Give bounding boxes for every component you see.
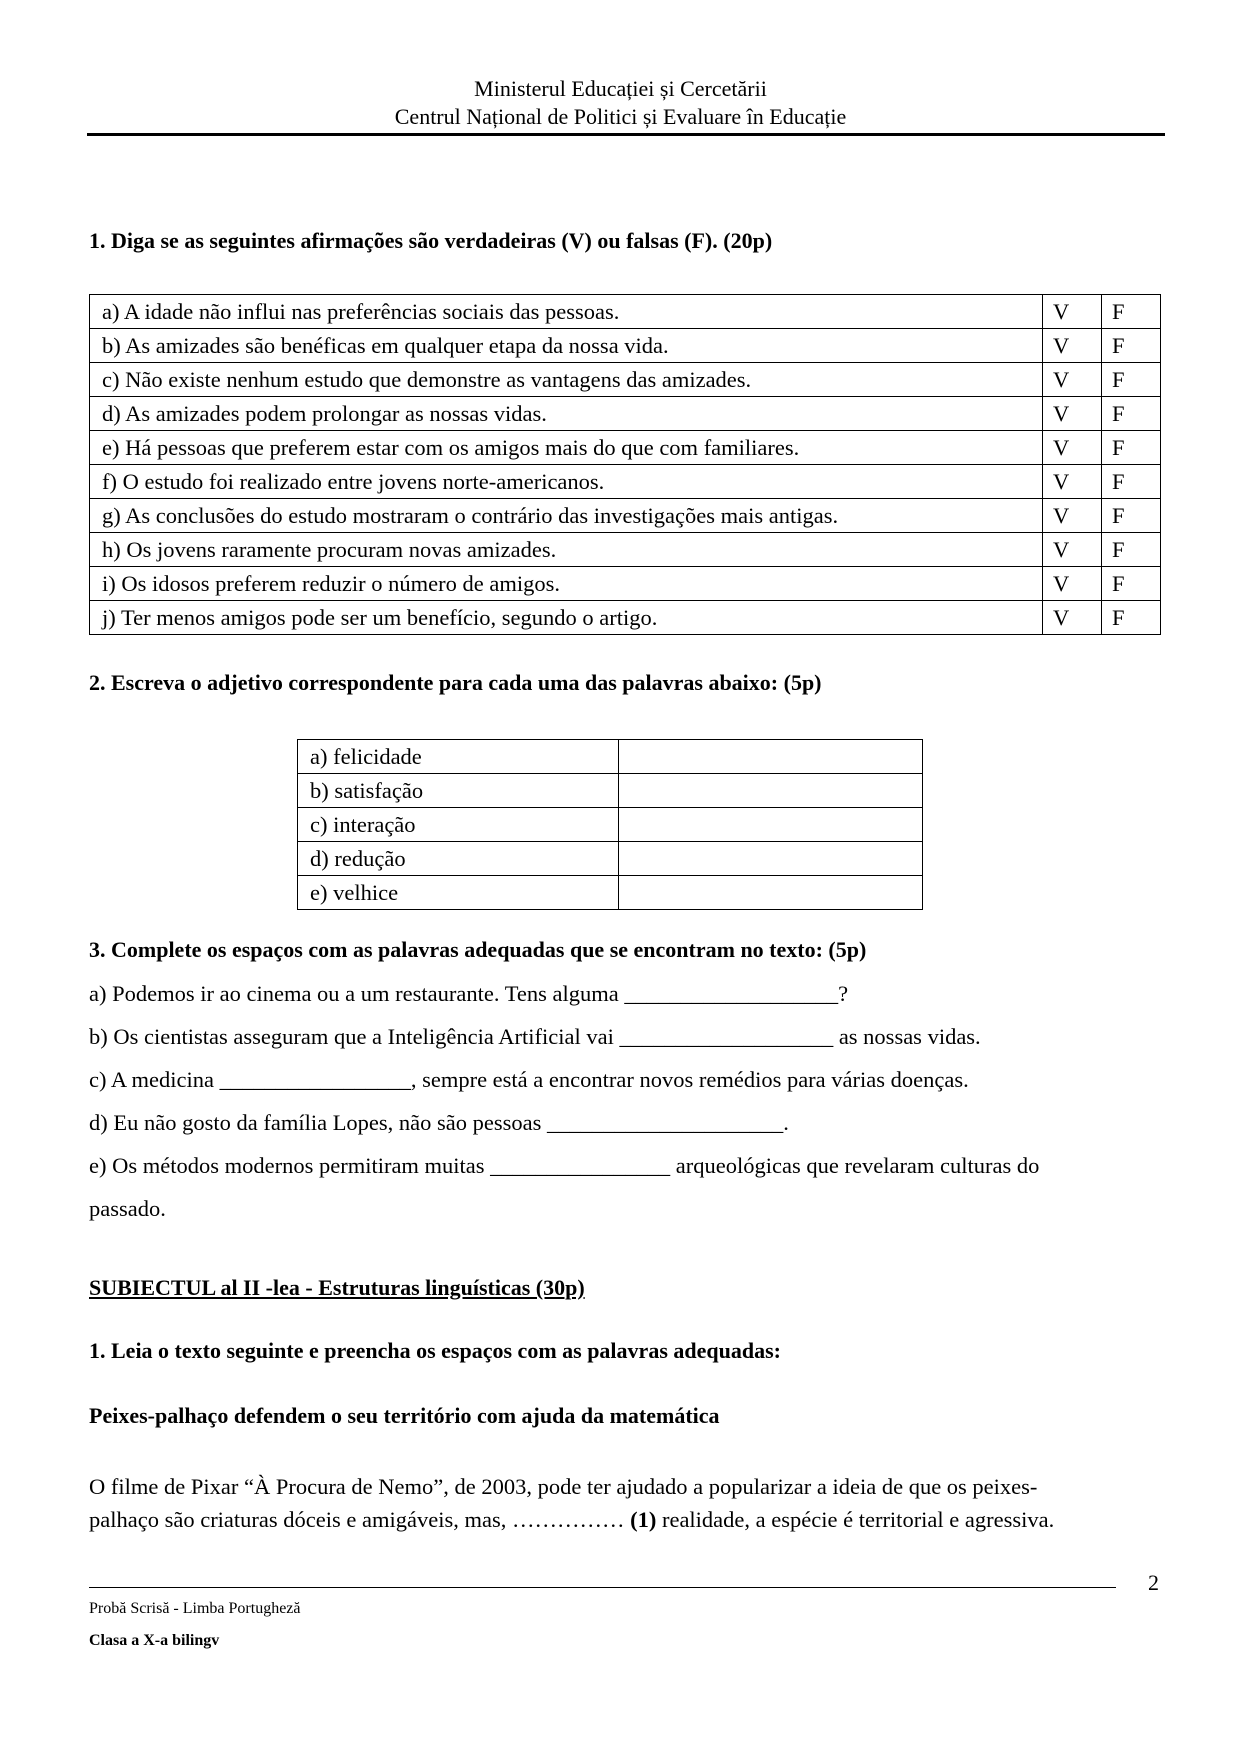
subject2-q1-title: 1. Leia o texto seguinte e preencha os espaços com as palavras adequadas: xyxy=(89,1338,781,1363)
footer-rule xyxy=(89,1587,1116,1588)
tf-option-true[interactable]: V xyxy=(1043,567,1102,601)
q2-title: 2. Escreva o adjetivo correspondente para cada uma das palavras abaixo: (5p) xyxy=(89,670,822,695)
noun-cell: d) redução xyxy=(298,842,619,876)
article-para-line1: O filme de Pixar “À Procura de Nemo”, de 2003, pode ter ajudado a popularizar a ideia de que os peixes- xyxy=(89,1474,1038,1499)
tf-statement: g) As conclusões do estudo mostraram o contrário das investigações mais antigas. xyxy=(90,499,1043,533)
tf-option-false[interactable]: F xyxy=(1102,363,1161,397)
tf-option-false[interactable]: F xyxy=(1102,533,1161,567)
page-number: 2 xyxy=(1148,1570,1159,1595)
adjective-row xyxy=(298,808,923,842)
article-title: Peixes-palhaço defendem o seu território com ajuda da matemática xyxy=(89,1403,720,1428)
header-center: Centrul Național de Politici și Evaluare în Educație xyxy=(394,104,847,129)
tf-statement: d) As amizades podem prolongar as nossas vidas. xyxy=(90,397,1043,431)
answer-cell[interactable] xyxy=(618,808,922,842)
noun-cell: b) satisfação xyxy=(298,774,619,808)
noun-cell: c) interação xyxy=(298,808,619,842)
article-para-line2 xyxy=(89,1507,1054,1533)
subject2-title: SUBIECTUL al II -lea - Estruturas linguísticas (30p) xyxy=(89,1275,585,1300)
footer-class: Clasa a X-a bilingv xyxy=(89,1632,220,1649)
q3-line-d: d) Eu não gosto da família Lopes, não são pessoas _____________________. xyxy=(89,1110,789,1135)
tf-row xyxy=(90,431,1161,465)
tf-statement: c) Não existe nenhum estudo que demonstre as vantagens das amizades. xyxy=(90,363,1043,397)
tf-statement: h) Os jovens raramente procuram novas amizades. xyxy=(90,533,1043,567)
tf-row xyxy=(90,567,1161,601)
tf-row xyxy=(90,533,1161,567)
q3-line-c: c) A medicina _________________, sempre está a encontrar novos remédios para várias doenças. xyxy=(89,1067,969,1092)
tf-statement: i) Os idosos preferem reduzir o número de amigos. xyxy=(90,567,1043,601)
tf-option-true[interactable]: V xyxy=(1043,465,1102,499)
tf-row xyxy=(90,295,1161,329)
q3-line-b: b) Os cientistas asseguram que a Inteligência Artificial vai ___________________ as nossas vidas. xyxy=(89,1024,981,1049)
answer-cell[interactable] xyxy=(618,842,922,876)
tf-option-true[interactable]: V xyxy=(1043,363,1102,397)
q3-line-e-cont: passado. xyxy=(89,1196,166,1221)
q3-line-a: a) Podemos ir ao cinema ou a um restaurante. Tens alguma ___________________? xyxy=(89,981,849,1006)
tf-option-false[interactable]: F xyxy=(1102,397,1161,431)
article-para-line2-start: palhaço são criaturas dóceis e amigáveis, mas, …………… xyxy=(89,1507,631,1532)
adjective-row xyxy=(298,842,923,876)
tf-option-false[interactable]: F xyxy=(1102,567,1161,601)
tf-option-true[interactable]: V xyxy=(1043,601,1102,635)
adjective-row xyxy=(298,774,923,808)
answer-cell[interactable] xyxy=(618,774,922,808)
tf-row xyxy=(90,363,1161,397)
tf-row xyxy=(90,601,1161,635)
article-para-line2-end: realidade, a espécie é territorial e agressiva. xyxy=(656,1507,1055,1532)
true-false-table xyxy=(89,294,1161,635)
q3-title: 3. Complete os espaços com as palavras adequadas que se encontram no texto: (5p) xyxy=(89,937,867,962)
tf-row xyxy=(90,397,1161,431)
tf-option-true[interactable]: V xyxy=(1043,499,1102,533)
tf-statement: b) As amizades são benéficas em qualquer etapa da nossa vida. xyxy=(90,329,1043,363)
tf-row xyxy=(90,499,1161,533)
noun-cell: e) velhice xyxy=(298,876,619,910)
adjective-row xyxy=(298,876,923,910)
q3-line-e: e) Os métodos modernos permitiram muitas ________________ arqueológicas que revelaram culturas do xyxy=(89,1153,1040,1178)
tf-option-true[interactable]: V xyxy=(1043,397,1102,431)
tf-option-false[interactable]: F xyxy=(1102,431,1161,465)
tf-option-true[interactable]: V xyxy=(1043,431,1102,465)
tf-statement: f) O estudo foi realizado entre jovens norte-americanos. xyxy=(90,465,1043,499)
tf-option-true[interactable]: V xyxy=(1043,295,1102,329)
footer-exam-name: Probă Scrisă - Limba Portugheză xyxy=(89,1600,301,1617)
tf-option-false[interactable]: F xyxy=(1102,601,1161,635)
adjective-table xyxy=(297,739,923,910)
tf-row xyxy=(90,465,1161,499)
tf-option-false[interactable]: F xyxy=(1102,499,1161,533)
tf-statement: e) Há pessoas que preferem estar com os amigos mais do que com familiares. xyxy=(90,431,1043,465)
tf-row xyxy=(90,329,1161,363)
noun-cell: a) felicidade xyxy=(298,740,619,774)
tf-option-true[interactable]: V xyxy=(1043,533,1102,567)
header-rule xyxy=(87,133,1165,136)
q1-title: 1. Diga se as seguintes afirmações são verdadeiras (V) ou falsas (F). (20p) xyxy=(89,228,773,253)
gap-marker-1: (1) xyxy=(630,1507,657,1532)
tf-statement: j) Ter menos amigos pode ser um benefício, segundo o artigo. xyxy=(90,601,1043,635)
tf-option-true[interactable]: V xyxy=(1043,329,1102,363)
adjective-row xyxy=(298,740,923,774)
tf-option-false[interactable]: F xyxy=(1102,465,1161,499)
tf-statement: a) A idade não influi nas preferências sociais das pessoas. xyxy=(90,295,1043,329)
header-ministry: Ministerul Educației și Cercetării xyxy=(474,76,767,101)
answer-cell[interactable] xyxy=(618,876,922,910)
tf-option-false[interactable]: F xyxy=(1102,329,1161,363)
answer-cell[interactable] xyxy=(618,740,922,774)
tf-option-false[interactable]: F xyxy=(1102,295,1161,329)
